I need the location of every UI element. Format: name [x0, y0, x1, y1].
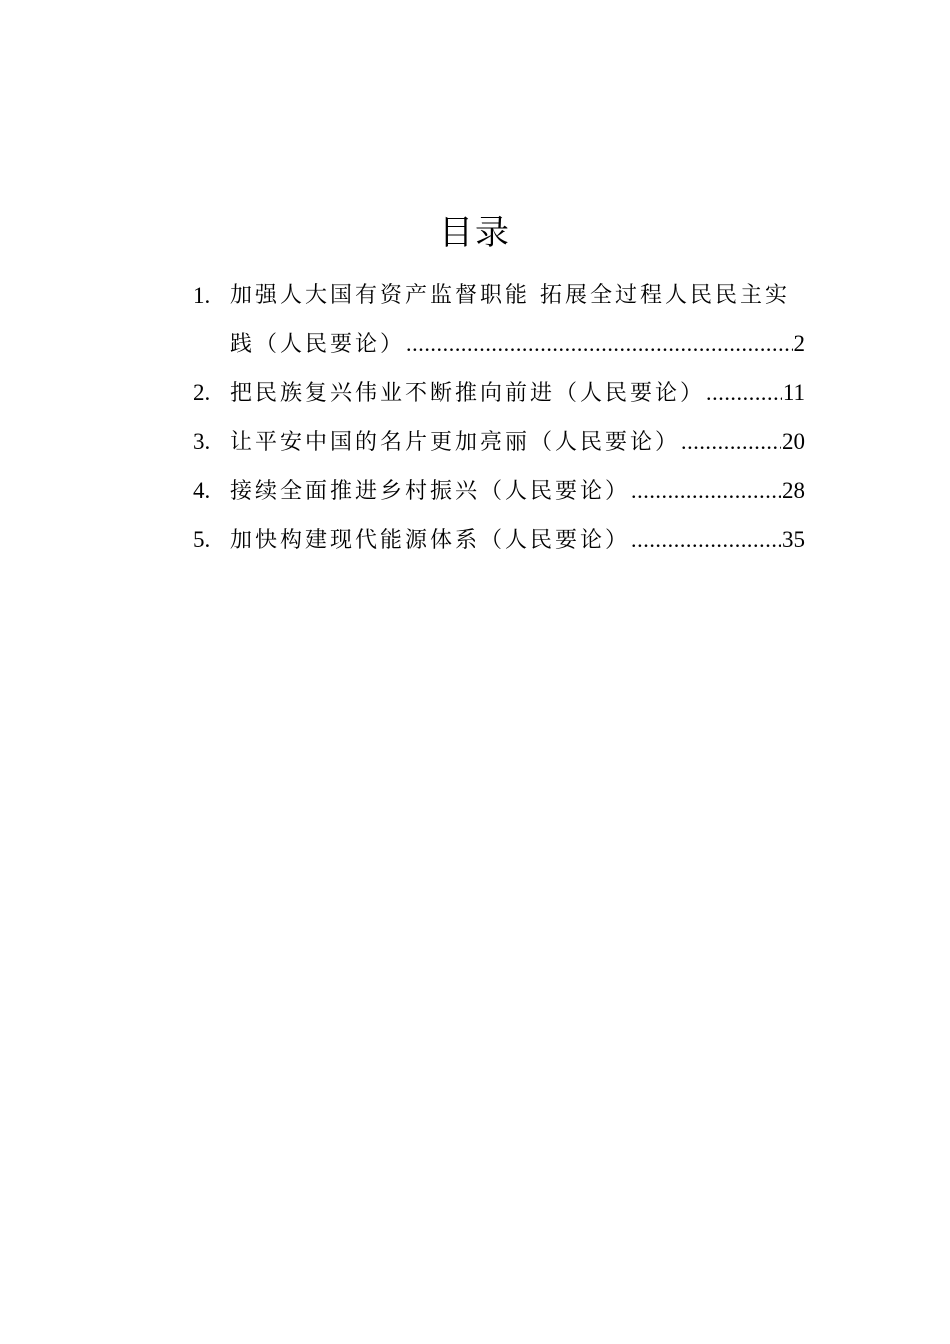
toc-leader-dots [631, 467, 781, 515]
toc-title: 目录 [439, 213, 511, 253]
toc-entry-title-line2: 践（人民要论） [230, 332, 406, 357]
toc-entry-line [230, 369, 805, 418]
toc-entry-line [230, 272, 805, 320]
toc-leader-dots [631, 516, 781, 564]
toc-entry-1[interactable] [193, 272, 805, 369]
toc-entry-body [230, 516, 805, 565]
toc-entry-5[interactable] [193, 516, 805, 565]
toc-entry-number: 2. [193, 380, 211, 405]
toc-leader-dots [406, 320, 792, 368]
toc-leader-dots [706, 369, 782, 417]
toc-entry-page: 11 [782, 380, 805, 405]
toc-list [193, 272, 805, 565]
toc-entry-number: 1. [193, 283, 211, 308]
toc-entry-body [230, 369, 805, 418]
toc-entry-3[interactable] [193, 418, 805, 467]
toc-entry-title-line1: 加强人大国有资产监督职能 拓展全过程人民民主实 [230, 283, 790, 308]
toc-entry-page: 2 [793, 331, 805, 356]
toc-entry-body [230, 418, 805, 467]
toc-entry-line [230, 516, 805, 565]
toc-entry-line [230, 467, 805, 516]
toc-entry-title: 接续全面推进乡村振兴（人民要论） [230, 479, 631, 504]
toc-entry-title: 让平安中国的名片更加亮丽（人民要论） [230, 430, 681, 455]
toc-entry-title: 加快构建现代能源体系（人民要论） [230, 528, 631, 553]
toc-entry-number: 5. [193, 527, 211, 552]
toc-entry-body [230, 467, 805, 516]
toc-entry-title: 把民族复兴伟业不断推向前进（人民要论） [230, 381, 706, 406]
toc-entry-2[interactable] [193, 369, 805, 418]
toc-leader-dots [681, 418, 781, 466]
toc-entry-number: 4. [193, 478, 211, 503]
toc-entry-body [230, 272, 805, 369]
toc-entry-number: 3. [193, 429, 211, 454]
toc-entry-page: 20 [782, 429, 805, 454]
toc-entry-line [230, 418, 805, 467]
toc-entry-page: 35 [782, 527, 805, 552]
toc-entry-4[interactable] [193, 467, 805, 516]
toc-entry-line [230, 320, 805, 369]
toc-entry-page: 28 [782, 478, 805, 503]
